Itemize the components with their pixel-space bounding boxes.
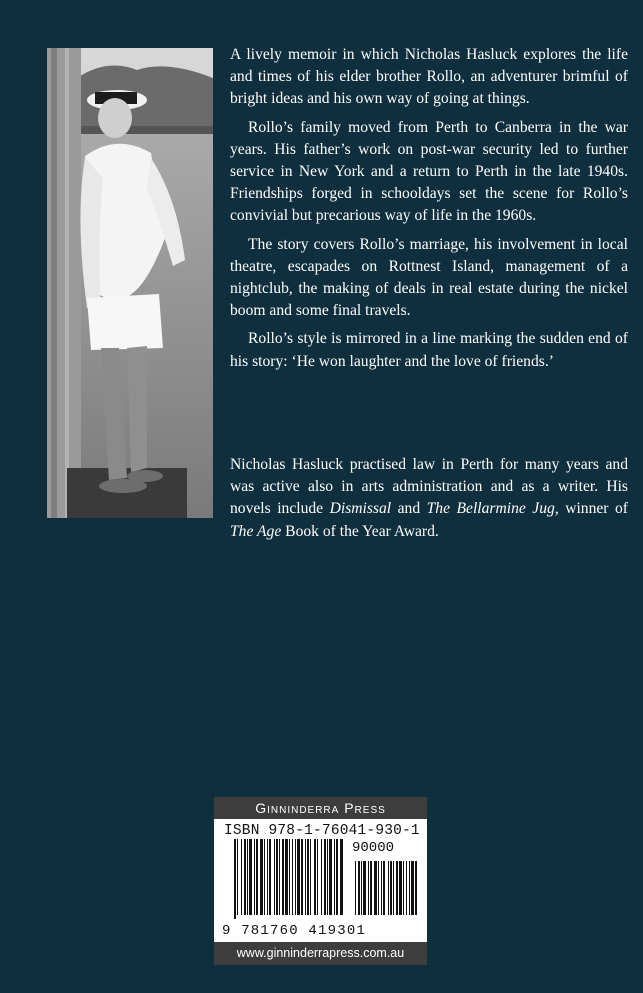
cover-photo [47, 48, 213, 518]
photo-man-in-cap-on-jetty-icon [47, 48, 213, 518]
blurb-paragraph-3: The story covers Rollo’s marriage, his involvement in local theatre, escapades on Rottnest Island, management of a nightclub, the making of deals in real estate during the nickel boom and some final travels. [230, 235, 628, 320]
barcode-block [214, 797, 427, 965]
bio-mid: , winner of [554, 500, 628, 518]
publisher-url: www.ginninderrapress.com.au [214, 942, 427, 965]
barcode-digits: 9 781760 419301 [222, 923, 367, 939]
price-code: 90000 [352, 840, 395, 856]
blurb [230, 44, 628, 379]
barcode-icon [222, 839, 418, 923]
publisher-name: Ginninderra Press [214, 797, 427, 819]
blurb-paragraph-2: Rollo’s family moved from Perth to Canberra in the war years. His father’s work on post-war security led to further service in New York and a return to Perth in the late 1940s. Friendships forged in schooldays set the scene for Rollo’s convivial but precarious way of life in the 1960s. [230, 118, 628, 225]
blurb-paragraph-4: Rollo’s style is mirrored in a line marking the sudden end of his story: ‘He won laughter and the love of friends.’ [230, 330, 628, 370]
bio-title-dismissal: Dismissal [329, 500, 392, 518]
bio-intro: Nicholas Hasluck practised law in Perth for many years and was active also in arts administration and as a writer. His novels include [230, 456, 628, 518]
bio-title-bellarmine-jug: The Bellarmine Jug [426, 500, 555, 518]
isbn-text: ISBN 978-1-76041-930-1 [224, 823, 420, 839]
bio-and: and [391, 500, 427, 518]
author-bio [230, 454, 628, 543]
bio-title-the-age: The Age [230, 522, 282, 540]
bio-end: Book of the Year Award. [281, 522, 439, 540]
blurb-paragraph-1: A lively memoir in which Nicholas Hasluck explores the life and times of his elder brother Rollo, an adventurer brimful of bright ideas and his own way of going at things. [230, 46, 628, 108]
